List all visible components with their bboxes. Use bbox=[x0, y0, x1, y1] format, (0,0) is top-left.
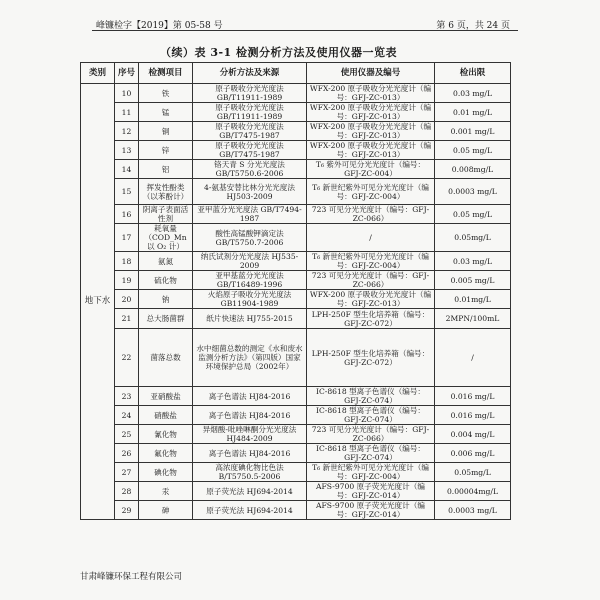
cell-no: 17 bbox=[115, 224, 139, 252]
cell-method: 纸片快速法 HJ755-2015 bbox=[193, 309, 307, 329]
cell-item: 亚硝酸盐 bbox=[139, 387, 193, 406]
cell-item: 铝 bbox=[139, 160, 193, 179]
col-header-no: 序号 bbox=[115, 63, 139, 84]
table-row bbox=[81, 406, 511, 425]
cell-no: 23 bbox=[115, 387, 139, 406]
cell-limit: 0.01 mg/L bbox=[435, 103, 511, 122]
cell-limit: 0.005 mg/L bbox=[435, 271, 511, 290]
cell-method: 异烟酸-吡唑啉酮分光光度法 HJ484-2009 bbox=[193, 425, 307, 444]
cell-method: 亚甲基蓝分光光度法 GB/T16489-1996 bbox=[193, 271, 307, 290]
cell-item: 铁 bbox=[139, 84, 193, 103]
table-row bbox=[81, 141, 511, 160]
table-row bbox=[81, 252, 511, 271]
cell-item: 阴离子表面活性剂 bbox=[139, 205, 193, 224]
cell-limit: 0.03 mg/L bbox=[435, 252, 511, 271]
cell-no: 18 bbox=[115, 252, 139, 271]
cell-limit: 2MPN/100mL bbox=[435, 309, 511, 329]
cell-item: 钠 bbox=[139, 290, 193, 309]
cell-no: 10 bbox=[115, 84, 139, 103]
cell-item: 菌落总数 bbox=[139, 329, 193, 387]
cell-method: 高浓度碘化物比色法 B/T5750.5-2006 bbox=[193, 463, 307, 482]
table-row bbox=[81, 179, 511, 205]
cell-instrument: WFX-200 原子吸收分光光度计（编号：GFJ-ZC-013） bbox=[307, 103, 435, 122]
table-row bbox=[81, 84, 511, 103]
cell-instrument: IC-8618 型离子色谱仪（编号：GFJ-ZC-074） bbox=[307, 444, 435, 463]
cell-instrument: AFS-9700 原子荧光光度计（编号：GFJ-ZC-014） bbox=[307, 482, 435, 501]
cell-method: 离子色谱法 HJ84-2016 bbox=[193, 406, 307, 425]
cell-method: 离子色谱法 HJ84-2016 bbox=[193, 444, 307, 463]
cell-method: 水中细菌总数的测定《水和废水监测分析方法》（第四版）国家环境保护总局（2002年） bbox=[193, 329, 307, 387]
table-row bbox=[81, 501, 511, 520]
cell-item: 汞 bbox=[139, 482, 193, 501]
cell-instrument: T₆ 新世纪紫外可见分光光度计（编号：GFJ-ZC-004） bbox=[307, 463, 435, 482]
cell-limit: / bbox=[435, 329, 511, 387]
cell-item: 氟化物 bbox=[139, 444, 193, 463]
cell-instrument: WFX-200 原子吸收分光光度计（编号：GFJ-ZC-013） bbox=[307, 122, 435, 141]
cell-method: 原子荧光法 HJ694-2014 bbox=[193, 501, 307, 520]
table-row bbox=[81, 329, 511, 387]
cell-method: 原子吸收分光光度法 GB/T11911-1989 bbox=[193, 84, 307, 103]
col-header-instrument: 使用仪器及编号 bbox=[307, 63, 435, 84]
cell-no: 25 bbox=[115, 425, 139, 444]
cell-no: 11 bbox=[115, 103, 139, 122]
col-header-limit: 检出限 bbox=[435, 63, 511, 84]
cell-method: 亚甲蓝分光光度法 GB/T7494-1987 bbox=[193, 205, 307, 224]
cell-limit: 0.05mg/L bbox=[435, 224, 511, 252]
table-row bbox=[81, 309, 511, 329]
doc-number: 峰镰检字【2019】第 05-58 号 bbox=[96, 21, 223, 31]
methods-table bbox=[80, 62, 511, 520]
cell-no: 19 bbox=[115, 271, 139, 290]
cell-item: 铜 bbox=[139, 122, 193, 141]
table-row bbox=[81, 271, 511, 290]
cell-method: 原子吸收分光光度法 GB/T11911-1989 bbox=[193, 103, 307, 122]
cell-no: 13 bbox=[115, 141, 139, 160]
header-rule bbox=[92, 30, 518, 31]
table-row bbox=[81, 463, 511, 482]
cell-limit: 0.016 mg/L bbox=[435, 406, 511, 425]
cell-instrument: IC-8618 型离子色谱仪（编号：GFJ-ZC-074） bbox=[307, 387, 435, 406]
cell-item: 硫化物 bbox=[139, 271, 193, 290]
cell-item: 锰 bbox=[139, 103, 193, 122]
table-header-row bbox=[81, 63, 511, 84]
cell-item: 碘化物 bbox=[139, 463, 193, 482]
table-row bbox=[81, 290, 511, 309]
cell-instrument: LPH-250F 型生化培养箱（编号：GFJ-ZC-072） bbox=[307, 309, 435, 329]
cell-no: 21 bbox=[115, 309, 139, 329]
table-row bbox=[81, 444, 511, 463]
cell-method: 原子吸收分光光度法 GB/T7475-1987 bbox=[193, 122, 307, 141]
cell-no: 22 bbox=[115, 329, 139, 387]
cell-no: 24 bbox=[115, 406, 139, 425]
col-header-category: 类别 bbox=[81, 63, 115, 84]
cell-limit: 0.05 mg/L bbox=[435, 141, 511, 160]
cell-no: 28 bbox=[115, 482, 139, 501]
cell-no: 20 bbox=[115, 290, 139, 309]
cell-limit: 0.016 mg/L bbox=[435, 387, 511, 406]
cell-item: 氨氮 bbox=[139, 252, 193, 271]
cell-method: 铬天青 S 分光光度法 GB/T5750.6-2006 bbox=[193, 160, 307, 179]
cell-instrument: WFX-200 原子吸收分光光度计（编号：GFJ-ZC-013） bbox=[307, 141, 435, 160]
col-header-item: 检测项目 bbox=[139, 63, 193, 84]
cell-item: 氰化物 bbox=[139, 425, 193, 444]
cell-instrument: 723 可见分光光度计（编号：GFJ-ZC-066） bbox=[307, 425, 435, 444]
cell-limit: 0.004 mg/L bbox=[435, 425, 511, 444]
cell-limit: 0.01mg/L bbox=[435, 290, 511, 309]
cell-method: 酸性高锰酸钾滴定法 GB/T5750.7-2006 bbox=[193, 224, 307, 252]
cell-method: 原子吸收分光光度法 GB/T7475-1987 bbox=[193, 141, 307, 160]
cell-instrument: IC-8618 型离子色谱仪（编号：GFJ-ZC-074） bbox=[307, 406, 435, 425]
table-row bbox=[81, 103, 511, 122]
table-row bbox=[81, 224, 511, 252]
cell-instrument: T₆ 紫外可见分光光度计（编号：GFJ-ZC-004） bbox=[307, 160, 435, 179]
cell-limit: 0.00004mg/L bbox=[435, 482, 511, 501]
page-number: 第 6 页，共 24 页 bbox=[436, 21, 510, 31]
cell-limit: 0.008mg/L bbox=[435, 160, 511, 179]
cell-instrument: T₆ 新世纪紫外可见分光光度计（编号：GFJ-ZC-004） bbox=[307, 252, 435, 271]
cell-limit: 0.03 mg/L bbox=[435, 84, 511, 103]
cell-limit: 0.001 mg/L bbox=[435, 122, 511, 141]
cell-limit: 0.05mg/L bbox=[435, 463, 511, 482]
cell-instrument: LPH-250F 型生化培养箱（编号：GFJ-ZC-072） bbox=[307, 329, 435, 387]
table-row bbox=[81, 425, 511, 444]
cell-method: 火焰原子吸收分光光度法 GB11904-1989 bbox=[193, 290, 307, 309]
col-header-method: 分析方法及来源 bbox=[193, 63, 307, 84]
table-row bbox=[81, 160, 511, 179]
table-row bbox=[81, 387, 511, 406]
cell-no: 26 bbox=[115, 444, 139, 463]
cell-instrument: AFS-9700 原子荧光光度计（编号：GFJ-ZC-014） bbox=[307, 501, 435, 520]
cell-instrument: / bbox=[307, 224, 435, 252]
cell-item: 锌 bbox=[139, 141, 193, 160]
cell-no: 12 bbox=[115, 122, 139, 141]
cell-no: 29 bbox=[115, 501, 139, 520]
cell-instrument: T₆ 新世纪紫外可见分光光度计（编号：GFJ-ZC-004） bbox=[307, 179, 435, 205]
cell-item: 总大肠菌群 bbox=[139, 309, 193, 329]
table-title: （续）表 3-1 检测分析方法及使用仪器一览表 bbox=[160, 46, 398, 59]
cell-no: 14 bbox=[115, 160, 139, 179]
cell-item: 挥发性酚类（以苯酚计） bbox=[139, 179, 193, 205]
cell-item: 硝酸盐 bbox=[139, 406, 193, 425]
cell-no: 15 bbox=[115, 179, 139, 205]
company-footer: 甘肃峰镰环保工程有限公司 bbox=[80, 572, 183, 582]
cell-no: 27 bbox=[115, 463, 139, 482]
cell-instrument: 723 可见分光光度计（编号：GFJ-ZC-066） bbox=[307, 205, 435, 224]
cell-no: 16 bbox=[115, 205, 139, 224]
cell-limit: 0.05 mg/L bbox=[435, 205, 511, 224]
cell-limit: 0.0003 mg/L bbox=[435, 501, 511, 520]
cell-method: 原子荧光法 HJ694-2014 bbox=[193, 482, 307, 501]
category-cell: 地下水 bbox=[81, 84, 115, 520]
table-row bbox=[81, 122, 511, 141]
cell-method: 4-氨基安替比林分光光度法 HJ503-2009 bbox=[193, 179, 307, 205]
table-row bbox=[81, 482, 511, 501]
cell-method: 离子色谱法 HJ84-2016 bbox=[193, 387, 307, 406]
cell-item: 砷 bbox=[139, 501, 193, 520]
cell-item: 耗氧量（COD_Mn 以 O₂ 计） bbox=[139, 224, 193, 252]
cell-instrument: WFX-200 原子吸收分光光度计（编号：GFJ-ZC-013） bbox=[307, 290, 435, 309]
cell-limit: 0.006 mg/L bbox=[435, 444, 511, 463]
cell-instrument: 723 可见分光光度计（编号：GFJ-ZC-066） bbox=[307, 271, 435, 290]
cell-method: 纳氏试剂分光光度法 HJ535-2009 bbox=[193, 252, 307, 271]
table-row bbox=[81, 205, 511, 224]
cell-instrument: WFX-200 原子吸收分光光度计（编号：GFJ-ZC-013） bbox=[307, 84, 435, 103]
cell-limit: 0.0003 mg/L bbox=[435, 179, 511, 205]
